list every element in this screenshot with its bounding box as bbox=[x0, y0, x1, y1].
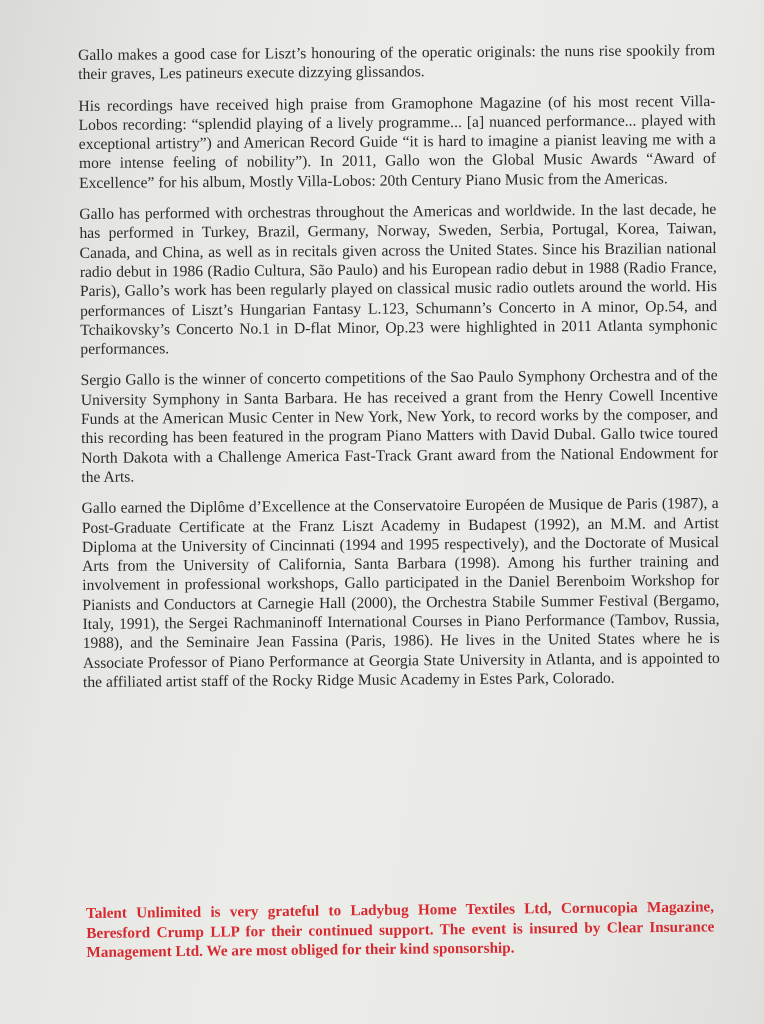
sponsor-acknowledgement: Talent Unlimited is very grateful to Ladybug Home Textiles Ltd, Cornucopia Magazine, Beresford Crump LLP for their continued support. The event is insured by Clear Insurance Management Ltd. We are most obliged for their kind sponsorship. bbox=[86, 898, 715, 961]
paragraph-performances: Gallo has performed with orchestras throughout the Americas and worldwide. In the last decade, he has performed in Turkey, Brazil, Germany, Norway, Sweden, Serbia, Portugal, Korea, Taiwan, Canada, and China, as well as in recitals given across the United States. Since his Brazilian national radio debut in 1986 (Radio Cultura, São Paulo) and his European radio debut in 1988 (Radio France, Paris), Gallo’s work has been regularly played on classical music radio outlets around the world. His performances of Liszt’s Hungarian Fantasy L.123, Schumann’s Concerto in A minor, Op.54, and Tchaikovsky’s Concerto No.1 in D-flat Minor, Op.23 were highlighted in 2011 Atlanta symphonic performances. bbox=[79, 201, 718, 359]
paragraph-education: Gallo earned the Diplôme d’Excellence at the Conservatoire Européen de Musique de Paris (1987), a Post-Graduate Certificate at the Franz Liszt Academy in Budapest (1992), an M.M. and Artist Diploma at the University of Cincinnati (1994 and 1995 respectively), and the Doctorate of Musical Arts from the University of California, Santa Barbara (1998). Among his further training and involvement in professional workshops, Gallo participated in the Daniel Berenboim Workshop for Pianists and Conductors at Carnegie Hall (2000), the Orchestra Stabile Summer Festival (Bergamo, Italy, 1991), the Sergei Rachmaninoff International Courses in Piano Performance (Tambov, Russia, 1988), and the Seminaire Jean Fassina (Paris, 1986). He lives in the United States where he is Associate Professor of Piano Performance at Georgia State University in Atlanta, and is appointed to the affiliated artist staff of the Rocky Ridge Music Academy in Estes Park, Colorado. bbox=[81, 495, 720, 691]
biography-text bbox=[78, 41, 720, 704]
paragraph-competitions: Sergio Gallo is the winner of concerto competitions of the Sao Paulo Symphony Orchestra and of the University Symphony in Santa Barbara. He has received a grant from the Henry Cowell Incentive Funds at the American Music Center in New York, New York, to record works by the composer, and this recording has been featured in the program Piano Matters with David Dubal. Gallo twice toured North Dakota with a Challenge America Fast-Track Grant award from the National Endowment for the Arts. bbox=[80, 367, 719, 486]
paragraph-liszt-review: Gallo makes a good case for Liszt’s honouring of the operatic originals: the nuns rise spookily from their graves, Les patineurs execute dizzying glissandos. bbox=[78, 41, 716, 84]
paragraph-recordings-praise: His recordings have received high praise from Gramophone Magazine (of his most recent Villa-Lobos recording: “splendid playing of a lively programme... [a] nuanced performance... played with exceptional artistry”) and American Record Guide “it is hard to imagine a pianist leaving me with a more intense feeling of nobility”). In 2011, Gallo won the Global Music Awards “Award of Excellence” for his album, Mostly Villa-Lobos: 20th Century Piano Music from the Americas. bbox=[78, 92, 716, 192]
